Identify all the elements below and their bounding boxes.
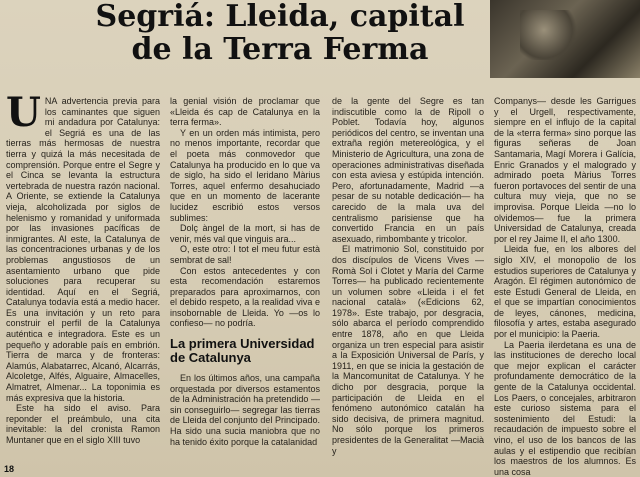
paragraph: Con estos antecedentes y con esta recomendación estaremos preparados para aproximarnos, con el debido respeto, a la realidad viva e insobornable de Lleida. Yo —os lo confieso— no podría.: [170, 265, 320, 329]
column-1: [6, 89, 160, 466]
page-number: 18: [4, 464, 15, 474]
paragraph: de la gente del Segre es tan indiscutible como la de Ripoll o Poblet. Todavía hoy, algunos periódicos del centro, se inventan una extraña región metereológica, y el Ministerio de Agricultura, una zona de operaciones administrativas diseñada con esta aviesa y estúpida intención. Pero, afortunadamente, Madrid —a pesar de su notable dedicación— ha carecido de la mala uva del centralismo parisiense que ha convertido Francia en un país asexuado, rimbombante y tricolor.: [332, 96, 484, 244]
paragraph: La Paeria ilerdetana es una de las instituciones de derecho local que mejor explican el carácter profundamente democrático de la gente de la Catalunya occidental. Los Paers, o concejales, arbitraron este curioso sistema para el sostenimiento del Estudi: la recaudación de impuesto sobre el vino, el uso de los bancos de las aulas y el estipendio que recibían los maestros de los alumnos. Es una cosa: [494, 339, 636, 477]
paragraph: Este ha sido el aviso. Para reponder el preámbulo, una cita inevitable: la del cronista Ramon Muntaner que en el siglo XIII tuvo: [6, 403, 160, 445]
headline-line-2: de la Terra Ferma: [131, 32, 429, 67]
column-3: [332, 96, 484, 466]
paragraph: El matrimonio Sol, constituido por dos discípulos de Vicens Vives —Romà Sol i Clotet y María del Carme Torres— ha publicado recientemente un volumen sobre «Lleida i el fet nacional català» («Edicions 62, 1978». Este trabajo, por desgracia, sólo abarca el período comprendido entre 1878, año en que Lleida organiza un tren especial para asistir a la Exposición Universal de París, y 1911, en que se inicia la gestación de la Mancomunitat de Catalunya. Y he dicho por desgracia, porque la participación de Lleida en el fenómeno autonómico catalán ha sido decisiva, de primera magnitud. No sólo porque los primeros presidentes de la Generalitat —Macià y: [332, 244, 484, 456]
column-4: [494, 96, 636, 477]
paragraph: En los últimos años, una campaña orquestada por diversos estamentos de la Administración ha pretendido —sin conseguirlo— segregar las tierras de Lleida del conjunto del Principado. Ha sido una sucia maniobra que no ha tenido éxito porque la catalanidad: [170, 373, 320, 447]
column-2: [170, 96, 320, 466]
headline: [80, 0, 480, 66]
drop-cap: U: [6, 89, 41, 136]
paragraph: Companys— desde les Garrigues y el Urgell, respectivamente, siempre en el influjo de la capital de la «terra ferma» sino porque las figuras señeras de Joan Santamaria, Magí Morera i Galícia, Enric Granados y el malogrado y admirado poeta Màrius Torres fueron portavoces del sentir de una cultura muy viejа, que no se improvisa. Porque Lleida —no lo olvidemos— fue la primera Universidad de Catalunya, creada por el rey Jaime II, el año 1300.: [494, 96, 636, 244]
verse: O, este otro: I tot el meu futur està sembrat de sal!: [170, 244, 320, 265]
verse: Dolç àngel de la mort, si has de venir, més val que vinguis ara...: [170, 223, 320, 244]
subheading: La primera Universidad de Catalunya: [170, 336, 315, 366]
paragraph: la genial visión de proclamar que «Lleida és cap de Catalunya en la terra ferma».: [170, 96, 320, 128]
paragraph: Y en un orden más intimista, pero no menos importante, recordar que el poeta más conmovedor que Catalunya ha producido en lo que va de siglo, ha sido el leridano Màrius Torres, aquel enfermo desahuciado que en un momento de lacerante lucidez escribió estos versos sublimes:: [170, 127, 320, 223]
headline-line-1: Segriá: Lleida, capital: [95, 0, 465, 34]
paragraph-text: NA advertencia previa para los caminantes que siguen mi andadura por Catalunya: el Segriá es una de las tierras más hermosas de nuestra tierra y quizá la más necesitada de comprensión. Porque entre el Segre y el Cinca se levanta la estructura vertebrada de nuestra razón nacional. A Oriente, se extiende la Catalunya vieja, alcoholizada por siglos de helenismo y romanidad y uniformada por las invasiones pacíficas de inmigrantes. Al este, la Catalunya de las concentraciones urbanas y de los problemas angustiosos de un asentamiento urbano que pide soluciones para recuperar su identidad. Aquí en el Segriá, Catalunya todavía está a medio hacer. Es una invitación y un reto para construir el perfil de la Catalunya auténtica e integradora. Este es un pequeño y adorable país en embrión. Tierra de marca y de fronteras: Alamús, Alabatarrec, Alcanó, Alcarrás, Alcoletge, Alfés, Alguaire, Almacelles, Almatret, Almenar... La toponimia es más expresiva que la historia.: [6, 96, 160, 403]
header-photo: [490, 0, 640, 78]
paragraph: [6, 89, 160, 403]
paragraph: Lleida fue, en los albores del siglo XIV, el monopolio de los estudios superiores de Catalunya y Aragón. El régimen autonómico de este Estudi General de Lleida, en el que se impartían conocimientos de leyes, cánones, medicina, filosofía y artes, estaba asegurado por el municipio: la Paeria.: [494, 244, 636, 340]
